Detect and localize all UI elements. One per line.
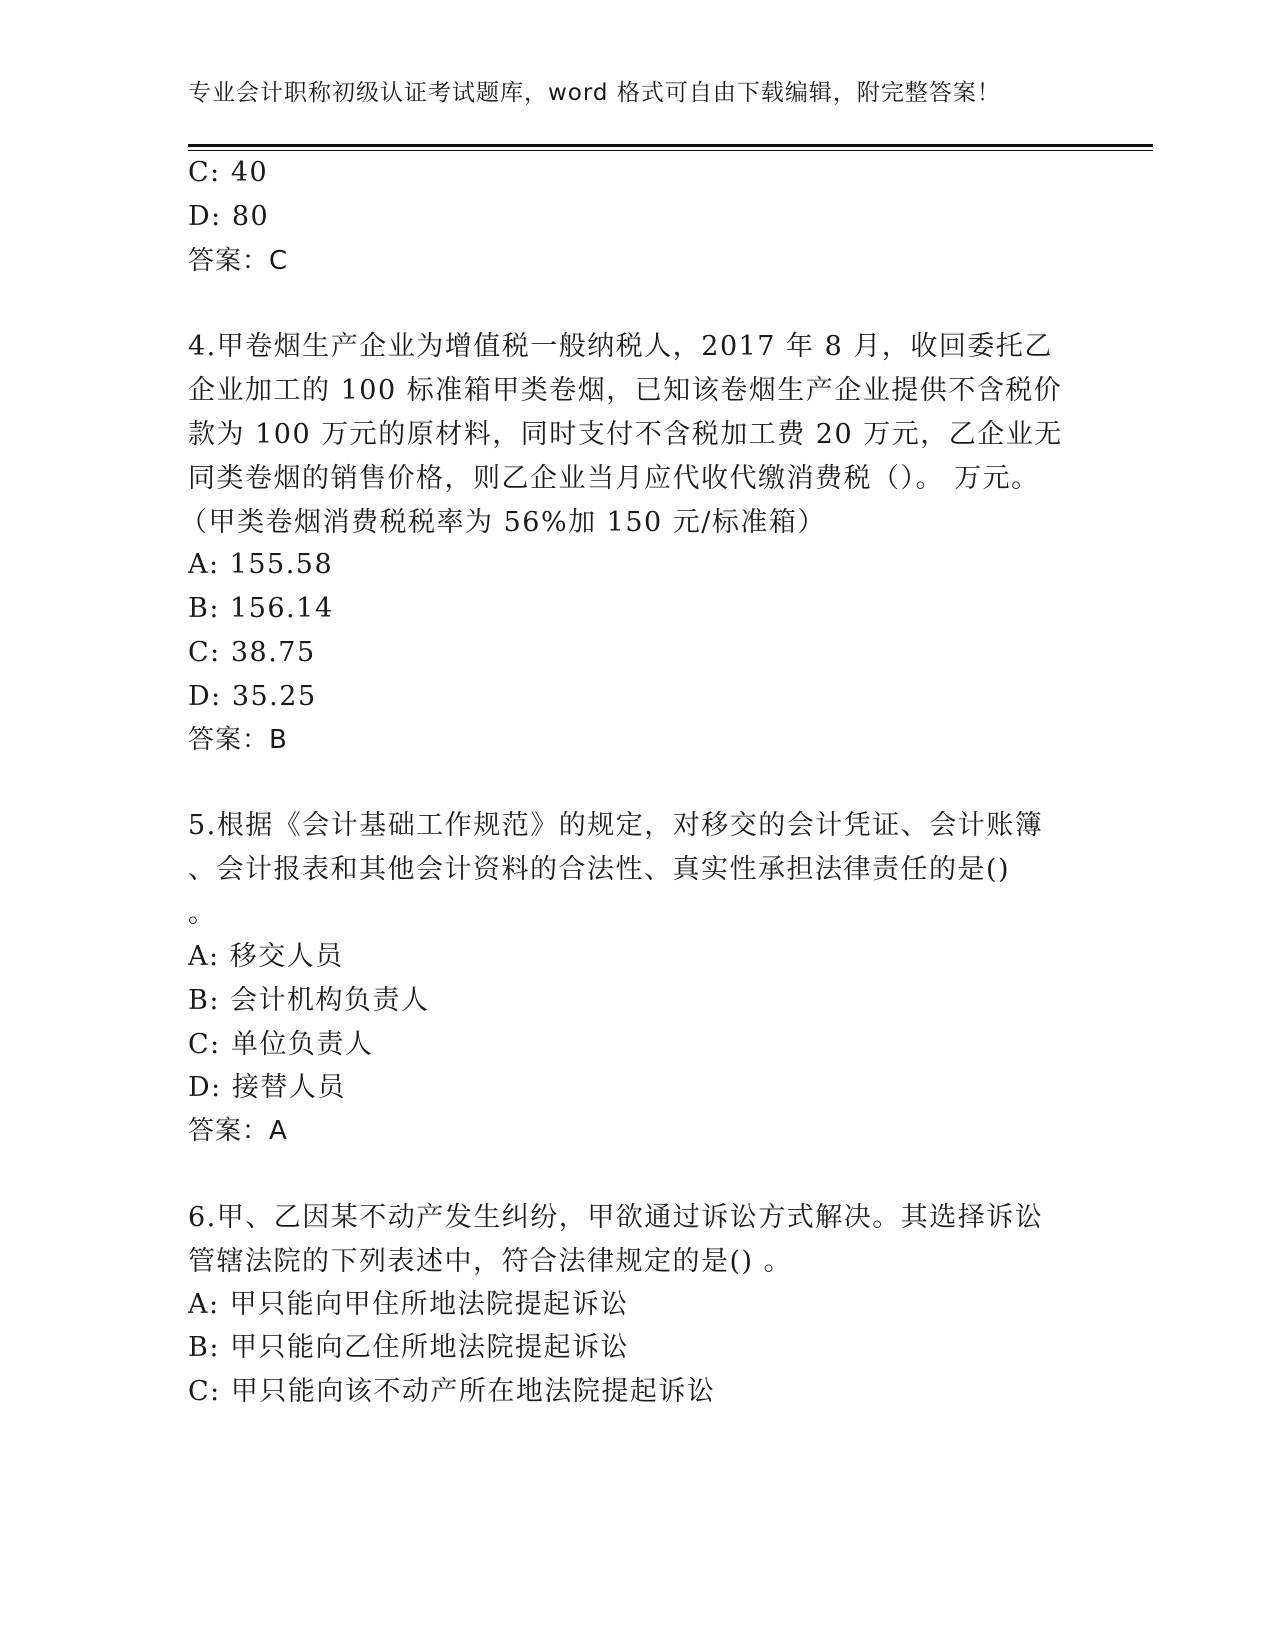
option-d: D: 35.25 xyxy=(188,681,317,712)
page-header: 专业会计职称初级认证考试题库，word 格式可自由下载编辑，附完整答案！ xyxy=(188,80,1001,106)
answer: 答案：B xyxy=(188,725,288,755)
question-stem-line: 管辖法院的下列表述中，符合法律规定的是() 。 xyxy=(188,1246,793,1277)
option-c: C: 单位负责人 xyxy=(188,1029,374,1060)
answer: 答案：A xyxy=(188,1116,288,1146)
header-rule-thin xyxy=(188,150,1153,151)
option-c: C: 38.75 xyxy=(188,637,316,668)
header-rule-thick xyxy=(188,144,1153,147)
question-stem-line: （甲类卷烟消费税税率为 56%加 150 元/标准箱） xyxy=(180,507,826,538)
option-d: D: 80 xyxy=(188,201,270,232)
option-d: D: 接替人员 xyxy=(188,1072,346,1103)
option-b: B: 156.14 xyxy=(188,593,334,624)
option-b: B: 会计机构负责人 xyxy=(188,985,430,1016)
option-c: C: 甲只能向该不动产所在地法院提起诉讼 xyxy=(188,1376,716,1407)
option-a: A: 移交人员 xyxy=(188,941,344,972)
option-c: C: 40 xyxy=(188,157,269,188)
question-stem-line: 同类卷烟的销售价格，则乙企业当月应代收代缴消费税（）。 万元。 xyxy=(188,463,1040,494)
question-stem-line: 。 xyxy=(188,898,217,929)
question-stem-line: 款为 100 万元的原材料，同时支付不含税加工费 20 万元，乙企业无 xyxy=(188,419,1063,450)
question-stem-line: 企业加工的 100 标准箱甲类卷烟，已知该卷烟生产企业提供不含税价 xyxy=(188,375,1063,406)
question-stem-line: 4.甲卷烟生产企业为增值税一般纳税人，2017 年 8 月，收回委托乙 xyxy=(188,331,1053,362)
option-a: A: 155.58 xyxy=(188,549,334,580)
option-b: B: 甲只能向乙住所地法院提起诉讼 xyxy=(188,1332,630,1363)
option-a: A: 甲只能向甲住所地法院提起诉讼 xyxy=(188,1289,629,1320)
question-stem-line: 6.甲、乙因某不动产发生纠纷，甲欲通过诉讼方式解决。其选择诉讼 xyxy=(188,1202,1044,1233)
question-stem-line: 5.根据《会计基础工作规范》的规定，对移交的会计凭证、会计账簿 xyxy=(188,810,1044,841)
answer: 答案：C xyxy=(188,246,289,276)
question-stem-line: 、会计报表和其他会计资料的合法性、真实性承担法律责任的是() xyxy=(188,854,1011,885)
